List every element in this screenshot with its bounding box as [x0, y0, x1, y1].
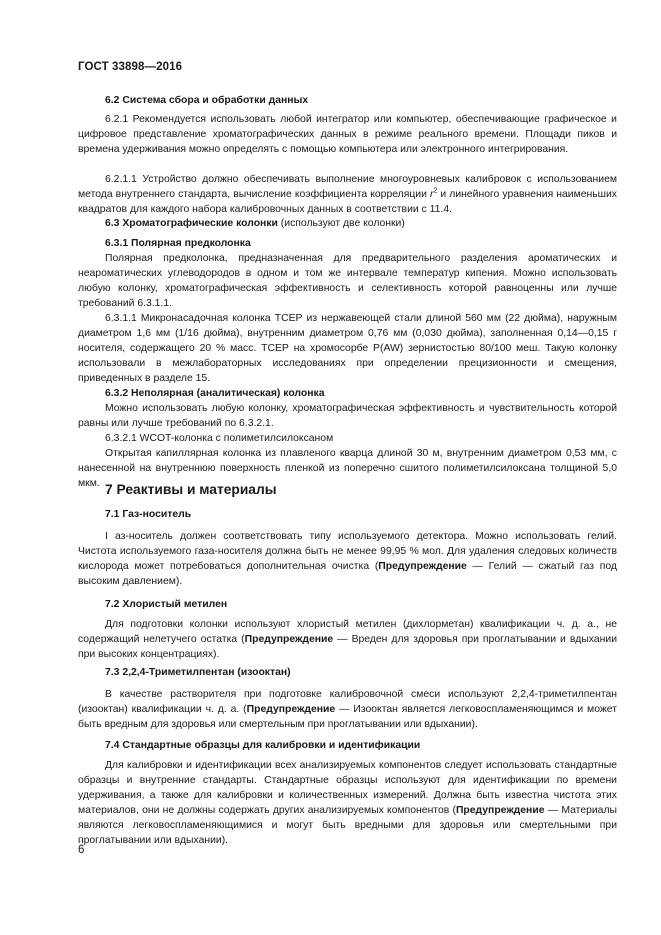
section-title: 7.2 Хлористый метилен — [105, 599, 228, 610]
paragraph — [78, 687, 617, 732]
section-title — [78, 216, 617, 231]
document-header: ГОСТ 33898—2016 — [78, 61, 183, 73]
paragraph: 6.3.2.1 WCOT-колонка с полиметилсилоксаном — [105, 433, 334, 444]
chapter-title: 7 Реактивы и материалы — [105, 482, 277, 497]
paragraph-6-2-1-1 — [78, 172, 617, 217]
paragraph — [78, 529, 617, 589]
paragraph — [78, 617, 617, 662]
section-7-1 — [78, 507, 617, 522]
section-7-3 — [78, 665, 617, 680]
paragraph-7-3 — [78, 687, 617, 732]
warning-label: Предупреждение — [455, 805, 545, 816]
paragraph-text: Для калибровки и идентификации всех анализируемых компонентов следует использовать стандартные образцы и внутренние стандарты. Стандартные образцы используют для идентификации по времени удерживания, а также для калибровки и количественных измерений. Должна быть известна чистота этих материалов, они не должны содержать других анализируемых компонентов ( — [78, 760, 617, 816]
section-title-bold: 6.3 Хроматографические колонки — [105, 218, 278, 229]
section-6-3-1 — [78, 236, 617, 491]
warning-label: Предупреждение — [246, 704, 336, 715]
section-title: 7.3 2,2,4-Триметилпентан (изооктан) — [105, 667, 291, 678]
paragraph-text: 6.2.1.1 Устройство должно обеспечивать выполнение многоуровневых калибровок с использованием метода внутреннего стандарта, вычисление коэффициента корреляции — [78, 174, 617, 200]
section-6-3 — [78, 216, 617, 231]
paragraph-7-2 — [78, 617, 617, 662]
section-7 — [78, 482, 617, 498]
paragraph: Полярная предколонка, предназначенная для предварительного разделения ароматических и неароматических углеводородов в одном и том же интервале температур кипения. Можно использовать любую колонку, хроматографическая эффективность и селективность которой равноценны или лучше требований 6.3.1.1. — [78, 253, 617, 309]
paragraph-text: — Вреден для здоровья при проглатывании и вдыхании при высоких концентрациях). — [78, 634, 617, 660]
page-number: 6 — [78, 844, 85, 856]
paragraph — [78, 172, 617, 217]
paragraph-text: и линейного уравнения наименьших квадратов для каждого набора калибровочных данных в соответствии с 11.4. — [78, 189, 617, 215]
section-7-4 — [78, 738, 617, 753]
paragraph-text: — Материалы являются легковоспламеняющимися и могут быть вредными для здоровья или смертельными при проглатывании или вдыхании). — [78, 805, 617, 846]
subsection-title: 6.3.2 Неполярная (аналитическая) колонка — [105, 388, 325, 399]
paragraph-7-4 — [78, 758, 617, 848]
paragraph-text: — Изооктан является легковоспламеняющимся и может быть вредным для здоровья или смертельным при проглатывании или вдыхании). — [78, 704, 618, 730]
section-title-rest: (используют две колонки) — [277, 218, 405, 229]
paragraph: Открытая капиллярная колонка из плавленого кварца длиной 30 м, внутренним диаметром 0,53 мм, с нанесенной на внутреннюю поверхность пленкой из поперечно сшитого полиметилсилоксана толщиной 5,0 мкм. — [78, 448, 617, 489]
section-title: 7.4 Стандартные образцы для калибровки и идентификации — [105, 740, 421, 751]
section-7-2 — [78, 597, 617, 612]
paragraph-7-1 — [78, 529, 617, 589]
symbol-r: r — [429, 189, 434, 200]
paragraph: 6.3.1.1 Микронасадочная колонка ТСЕР из нержавеющей стали длиной 560 мм (22 дюйма), наружным диаметром 1,6 мм (1/16 дюйма), внутренним диаметром 0,76 мм (0,030 дюйма), заполненная 0,14—0,15 г носителя, содержащего 20 % масс. ТСЕР на хромосорбе P(AW) зернистостью 80/100 меш. Такую колонку использовали в межлабораторных исследованиях при определении прецизионности и смещения, приведенных в разделе 15. — [78, 313, 617, 384]
paragraph-6-2-1 — [78, 112, 617, 157]
warning-label: Предупреждение — [244, 634, 334, 645]
paragraph-text: Для подготовки колонки используют хлористый метилен (дихлорметан) квалификации ч. д. а., не содержащий нелетучего остатка ( — [78, 619, 617, 645]
section-title: 7.1 Газ-носитель — [105, 509, 192, 520]
paragraph: 6.2.1 Рекомендуется использовать любой интегратор или компьютер, обеспечивающие графическое и цифровое представление хроматографических данных в режиме реального времени. Площади пиков и времена удерживания можно определять с помощью компьютера или электронного интегрирования. — [78, 114, 617, 155]
paragraph — [78, 758, 617, 848]
superscript: 2 — [433, 187, 438, 195]
paragraph: Можно использовать любую колонку, хроматографическая эффективность и чувствительность которой равны или лучше требований по 6.3.2.1. — [78, 403, 617, 429]
paragraph-text: I аз-носитель должен соответствовать типу используемого детектора. Можно использовать гелий. Чистота используемого газа-носителя должна быть не менее 99,95 % мол. Для удаления следовых количеств кислорода может потребоваться дополнительная очистка ( — [78, 531, 617, 572]
section-6-2 — [78, 93, 617, 108]
warning-label: Предупреждение — [378, 561, 467, 572]
subsection-title: 6.3.1 Полярная предколонка — [105, 238, 251, 249]
section-title: 6.2 Система сбора и обработки данных — [105, 95, 309, 106]
paragraph-text: — Гелий — сжатый газ под высоким давлением). — [78, 561, 617, 587]
paragraph-text: В качестве растворителя при подготовке калибровочной смеси используют 2,2,4-триметилпентан (изооктан) квалификации ч. д. а. ( — [78, 689, 617, 715]
